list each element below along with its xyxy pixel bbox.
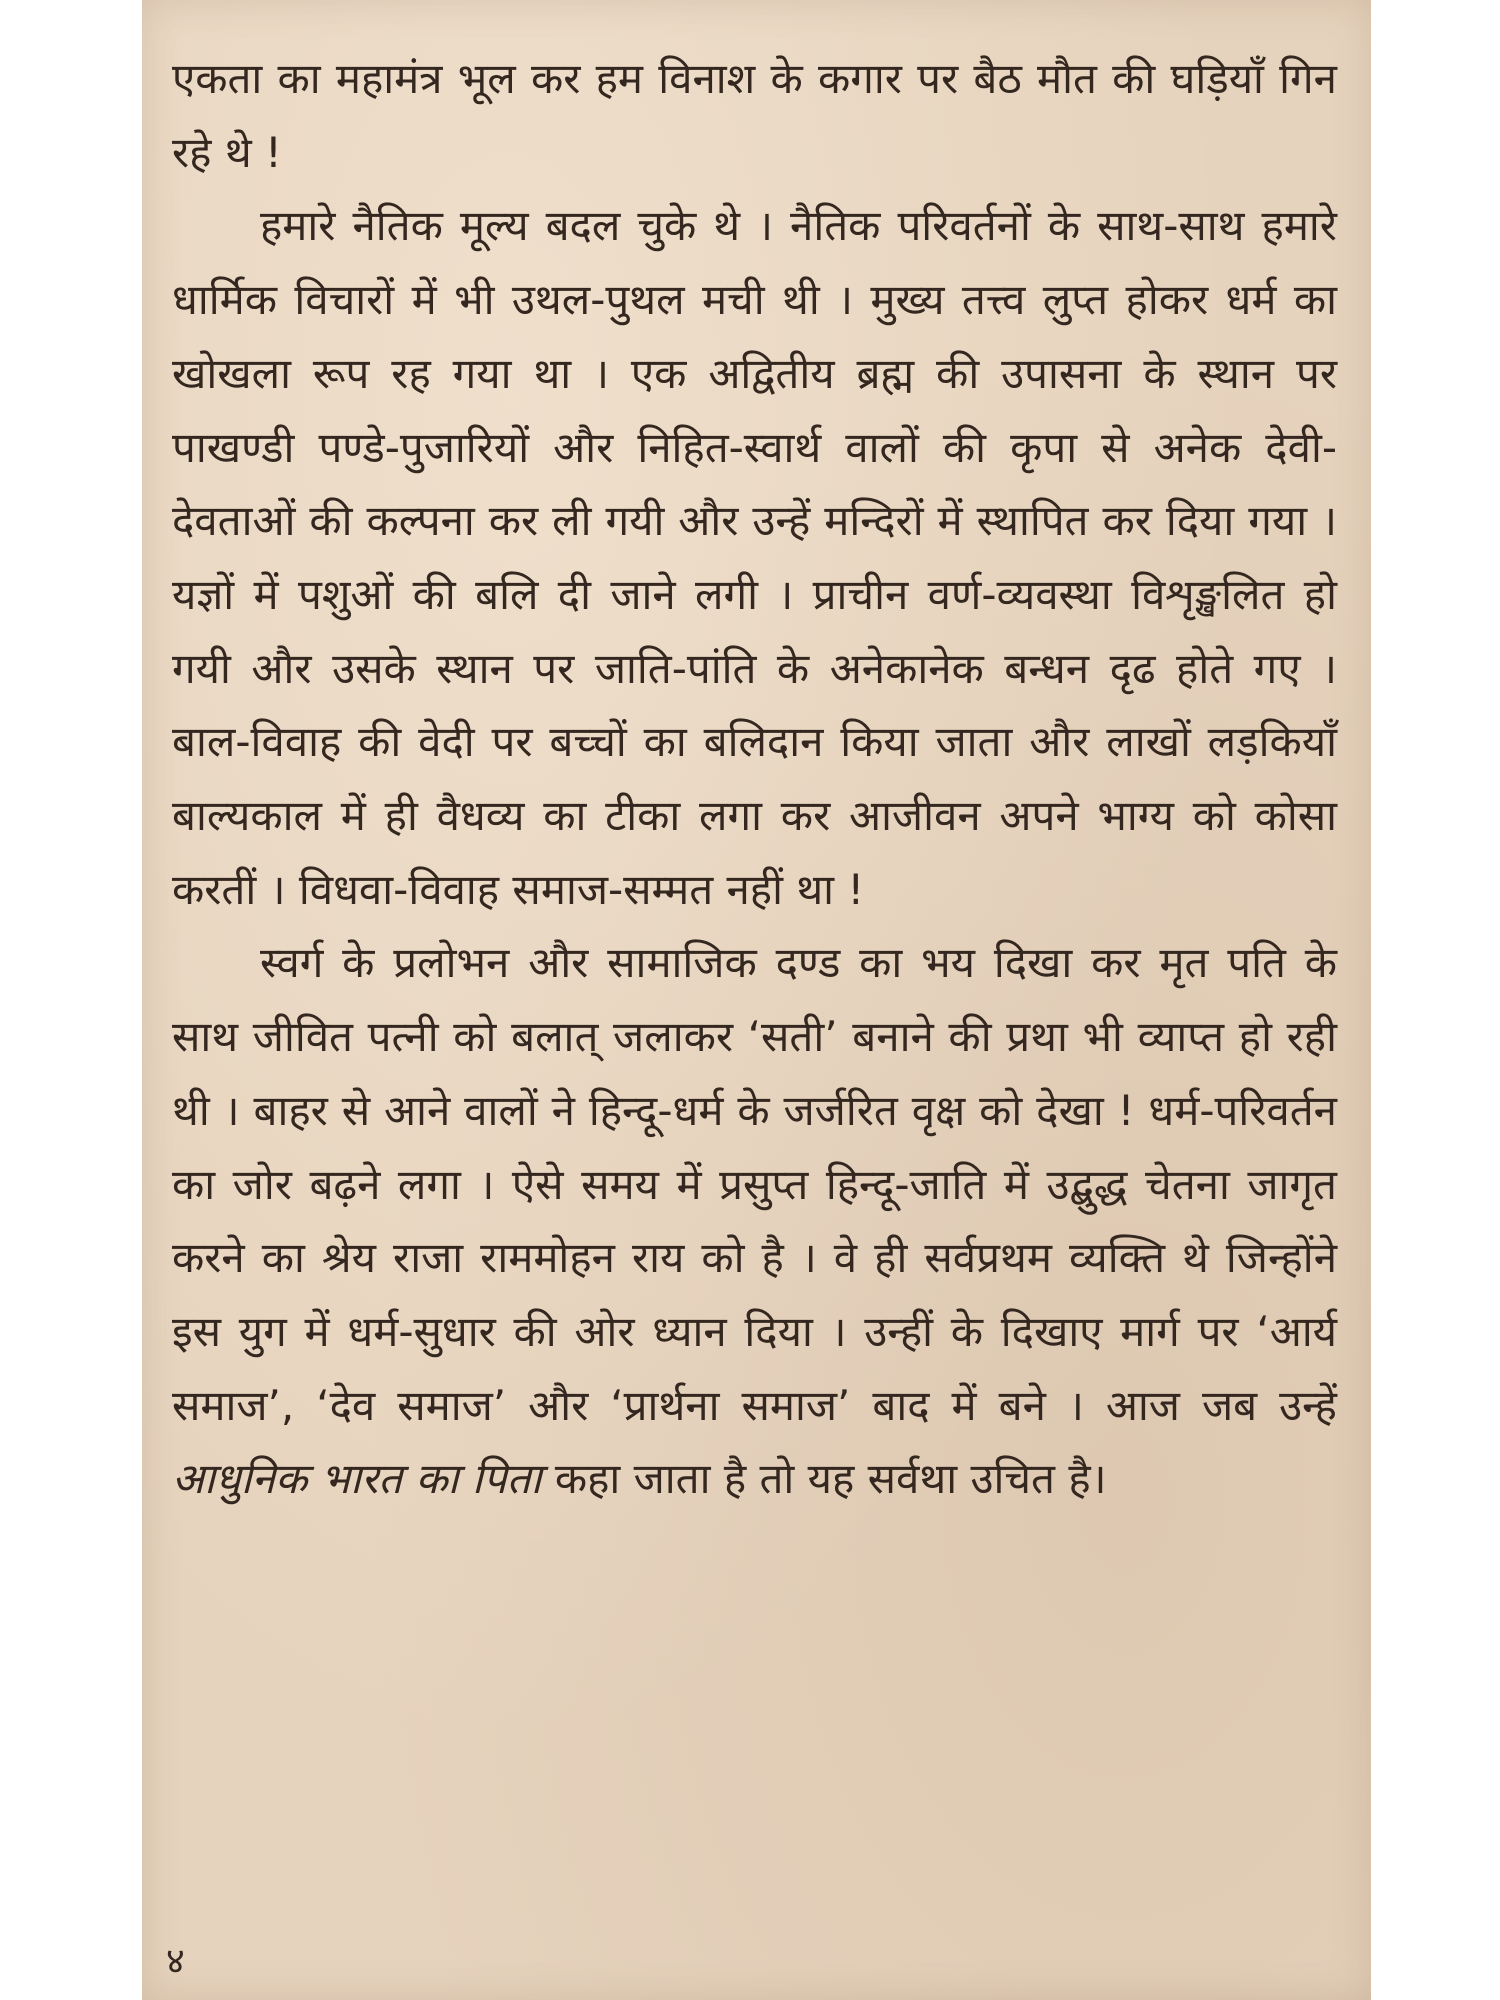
- book-page: [142, 0, 1371, 2000]
- emphasized-phrase: आधुनिक भारत का पिता: [172, 1454, 542, 1504]
- body-text: [172, 42, 1337, 1516]
- paragraph-3: [172, 926, 1337, 1516]
- paragraph-3-text-before: स्वर्ग के प्रलोभन और सामाजिक दण्ड का भय दिखा कर मृत पति के साथ जीवित पत्नी को बलात् जलाकर ‘सती’ बनाने की प्रथा भी व्याप्त हो रही थी । बाहर से आने वालों ने हिन्दू-धर्म के जर्जरित वृक्ष को देखा ! धर्म-परिवर्तन का जोर बढ़ने लगा । ऐसे समय में प्रसुप्त हिन्दू-जाति में उद्बुद्ध चेतना जागृत करने का श्रेय राजा राममोहन राय को है । वे ही सर्वप्रथम व्यक्ति थे जिन्होंने इस युग में धर्म-सुधार की ओर ध्यान दिया । उन्हीं के दिखाए मार्ग पर ‘आर्य समाज’, ‘देव समाज’ और ‘प्रार्थना समाज’ बाद में बने । आज जब उन्हें: [172, 938, 1337, 1430]
- paragraph-2: हमारे नैतिक मूल्य बदल चुके थे । नैतिक परिवर्तनों के साथ-साथ हमारे धार्मिक विचारों में भी उथल-पुथल मची थी । मुख्य तत्त्व लुप्त होकर धर्म का खोखला रूप रह गया था । एक अद्वितीय ब्रह्म की उपासना के स्थान पर पाखण्डी पण्डे-पुजारियों और निहित-स्वार्थ वालों की कृपा से अनेक देवी-देवताओं की कल्पना कर ली गयी और उन्हें मन्दिरों में स्थापित कर दिया गया । यज्ञों में पशुओं की बलि दी जाने लगी । प्राचीन वर्ण-व्यवस्था विशृङ्खलित हो गयी और उसके स्थान पर जाति-पांति के अनेकानेक बन्धन दृढ होते गए । बाल-विवाह की वेदी पर बच्चों का बलिदान किया जाता और लाखों लड़कियाँ बाल्यकाल में ही वैधव्य का टीका लगा कर आजीवन अपने भाग्य को कोसा करतीं । विधवा-विवाह समाज-सम्मत नहीं था !: [172, 201, 1337, 914]
- page-number: ४: [166, 1941, 185, 1982]
- paragraph-1: एकता का महामंत्र भूल कर हम विनाश के कगार पर बैठ मौत की घड़ियाँ गिन रहे थे !: [172, 54, 1337, 177]
- paragraph-3-text-after: कहा जाता है तो यह सर्वथा उचित है।: [554, 1454, 1107, 1504]
